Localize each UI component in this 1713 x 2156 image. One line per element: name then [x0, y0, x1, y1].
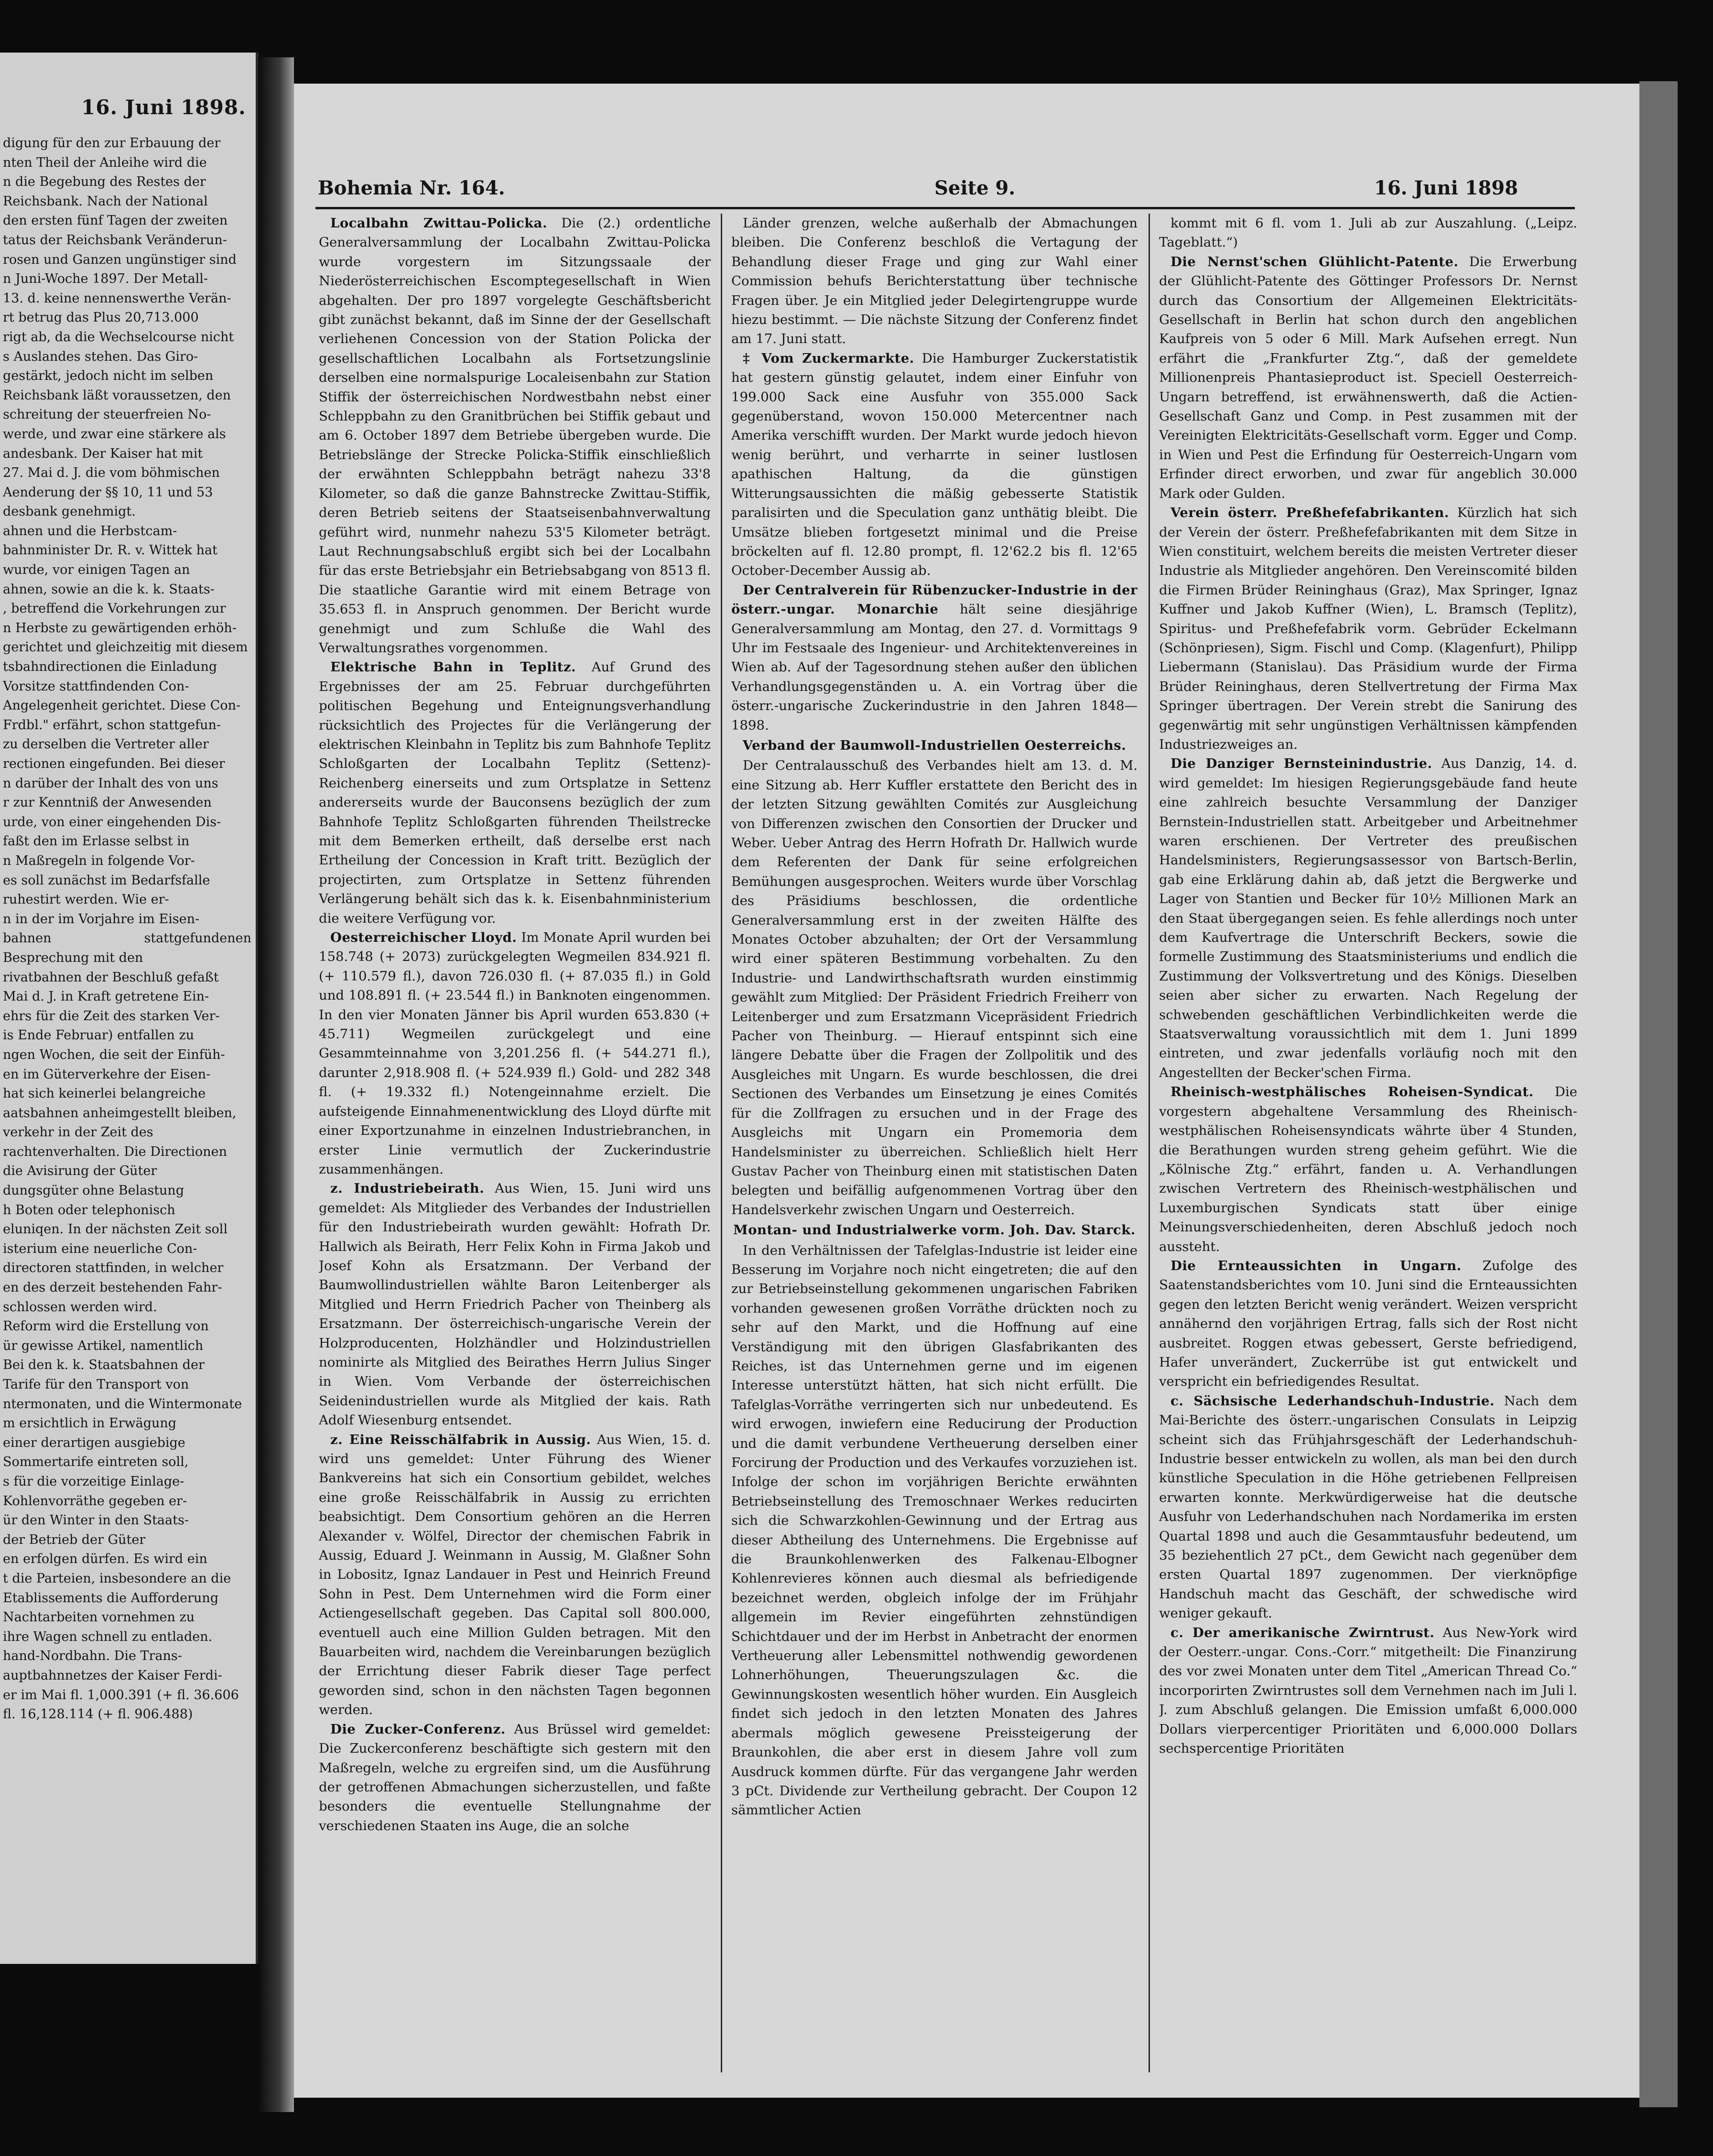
left-page-line: die Avisirung der Güter: [3, 1164, 157, 1179]
left-page-line: Tarife für den Transport von: [3, 1377, 189, 1392]
left-page-line: 27. Mai d. J. die vom böhmischen: [3, 465, 220, 481]
left-page-line: t die Parteien, insbesondere an die: [3, 1571, 231, 1586]
left-page-line: ehrs für die Zeit des starken Ver-: [3, 1008, 220, 1024]
article-body: Aus New-York wird der Oesterr.-ungar. Cons.-Corr.“ mitgetheilt: Die Finanzirung des vor zwei Monaten unter dem Titel „American Thread Co.“ incorporirten Zwirntrustes soll dem Vernehmen nach im Juli l. J. zum Abschluß gelangen. Die Emission umfaßt 6,000.000 Dollars vierpercentiger Prioritäten und 6,000.000 Dollars sechspercentige Prioritäten: [1159, 1625, 1577, 1757]
left-page-line: desbank genehmigt.: [3, 504, 136, 519]
left-page-line: is Ende Februar) entfallen zu: [3, 1028, 195, 1043]
left-page-line: rt betrug das Plus 20,713.000: [3, 310, 199, 325]
left-page-line: n Maßregeln in folgende Vor-: [3, 853, 195, 868]
left-page-line: en des derzeit bestehenden Fahr-: [3, 1280, 222, 1295]
left-page-date: 16. Juni 1898.: [81, 96, 246, 119]
facing-left-page: [0, 53, 259, 1964]
left-page-line: ahnen, sowie an die k. k. Staats-: [3, 582, 215, 597]
left-page-line: h Boten oder telephonisch: [3, 1202, 175, 1218]
article: [1159, 1623, 1577, 1758]
left-page-line: rachtenverhalten. Die Directionen: [3, 1144, 228, 1159]
article: [1159, 754, 1577, 1082]
header-issue: Bohemia Nr. 164.: [318, 177, 505, 199]
article-body: Aus Brüssel wird gemeldet: Die Zuckerconferenz beschäftigte sich gestern mit den Maßregeln, welche zu ergreifen sind, um die Ausführung der getroffenen Abmachungen sicherzustellen, und faßte besonders die eventuelle Stellungnahme der verschiedenen Staaten ins Auge, die an solche: [319, 1721, 711, 1833]
left-page-line: n Juni-Woche 1897. Der Metall-: [3, 271, 208, 287]
header-page-number: Seite 9.: [934, 177, 1016, 199]
article: [731, 756, 1138, 1219]
article: [319, 1179, 711, 1430]
left-page-line: zu derselben die Vertreter aller: [3, 737, 209, 752]
article-body: Die Erwerbung der Glühlicht-Patente des Göttinger Professors Dr. Nernst durch das Consortium der Allgemeinen Elektricitäts-Gesellschaft in Berlin hat schon durch den angeblichen Kaufpreis von 5 oder 6 Mill. Mark Aufsehen erregt. Nun erfährt die „Frankfurter Ztg.“, daß der gemeldete Millionenpreis Phantasieproduct ist. Speciell Oesterreich-Ungarn betreffend, ist erwähnenswerth, daß die Actien-Gesellschaft Ganz und Comp. in Pest zusammen mit der Vereinigten Elektricitäts-Gesellschaft vorm. Egger und Comp. in Wien und Pest die Erfindung für Oesterreich-Ungarn vom Erfinder direct erworben, und zwar für angeblich 30.000 Mark oder Gulden.: [1159, 254, 1577, 501]
left-page-line: fl. 16,128.114 (+ fl. 906.488): [3, 1707, 193, 1722]
left-page-line: ngen Wochen, die seit der Einfüh-: [3, 1047, 225, 1062]
article: [1159, 252, 1577, 503]
header-date: 16. Juni 1898: [1374, 177, 1518, 199]
left-page-line: werde, und zwar eine stärkere als: [3, 426, 226, 442]
left-page-line: ntermonaten, und die Wintermonate: [3, 1396, 242, 1412]
left-page-line: faßt den im Erlasse selbst in: [3, 834, 190, 849]
left-page-line: Nachtarbeiten vornehmen zu: [3, 1610, 195, 1625]
article-body: In den Verhältnissen der Tafelglas-Industrie ist leider eine Besserung im Vorjahre noch nicht eingetreten; die auf den zur Betriebseinstellung gekommenen ungarischen Fabriken vorhanden gewesenen großen Vorräthe drückten noch zu sehr auf den Markt, und die Hoffnung auf eine Verständigung mit den übrigen Glasfabrikanten des Reiches, ist das Unternehmen gerne und im eigenen Interesse unterstützt hätten, hat sich nicht erfüllt. Die Tafelglas-Vorräthe verringerten sich nur unbedeutend. Es wird erwogen, inwiefern eine Reducirung der Production und die damit verbundene Vertheuerung derselben einer Forcirung der Production und des Verkaufes vorzuziehen ist. Infolge der schon im vorjährigen Berichte erwähnten Betriebseinstellung des Tremoschnaer Werkes reducirten sich die Schwarzkohlen-Gewinnung und der Ertrag aus dieser Abtheilung des Unternehmens. Die Ergebnisse auf die Braunkohlenwerken des Falkenau-Elbogner Kohlenrevieres können auch diesmal als befriedigende bezeichnet werden, obgleich infolge der im Frühjahr allgemein im Revier eingeführten zehnstündigen Schichtdauer und der im Herbst in Anbetracht der enormen Vertheuerung aller Lebensmittel nothwendig gewordenen Lohnerhöhungen, Theuerungszulagen &c. die Gewinnungskosten wesentlich höher wurden. Ein Ausgleich findet sich jedoch in den letzten Monaten des Jahres abermals möglich gewesene Preissteigerung der Braunkohlen, die aber erst in diesem Jahre voll zum Ausdruck kommen dürfte. Für das vergangene Jahr werden 3 pCt. Dividende zur Vertheilung gebracht. Der Coupon 12 sämmtlicher Actien: [731, 1242, 1138, 1818]
header-rule: [315, 207, 1575, 209]
left-page-line: rosen und Ganzen ungünstiger sind: [3, 252, 237, 267]
left-page-line: ihre Wagen schnell zu entladen.: [3, 1629, 213, 1644]
article-body: Kürzlich hat sich der Verein der österr. Preßhefefabrikanten mit dem Sitze in Wien constituirt, welchem bereits die meisten Vertreter dieser Industrie als Mitglieder angehören. Den Vereinscomité bilden die Firmen Brüder Reininghaus (Graz), Max Springer, Ignaz Kuffner und Jakob Kuffner (Wien), L. Bramsch (Teplitz), Spiritus- und Preßhefefabrik vorm. Gebrüder Eckelmann (Schönpriesen), Sigm. Fischl und Comp. (Klagenfurt), Philipp Liebermann (Stanislau). Das Präsidium wurde der Firma Brüder Reininghaus, deren Stellvertretung der Firma Max Springer übertragen. Der Verein strebt die Sanirung des gegenwärtig mit sehr ungünstigen Verhältnissen kämpfenden Industriezweiges an.: [1159, 505, 1577, 752]
article: [319, 658, 711, 928]
column-rule-2: [1149, 214, 1150, 2072]
page-header: [318, 177, 1572, 203]
left-page-line: dungsgüter ohne Belastung: [3, 1183, 184, 1198]
article: [319, 214, 711, 658]
article: [1159, 1082, 1577, 1256]
article: [731, 349, 1138, 581]
left-page-line: nten Theil der Anleihe wird die: [3, 155, 207, 170]
article-body: Die vorgestern abgehaltene Versammlung des Rheinisch-westphälischen Roheisensyndicats währte über 4 Stunden, die Berathungen wurden streng geheim geführt. Wie die „Kölnische Ztg.“ erfährt, fanden u. A. Verhandlungen zwischen Vertretern des Rheinisch-westphälischen und Luxemburgischen Syndicats statt über einige Meinungsverschiedenheiten, deren Abschluß jedoch noch aussteht.: [1159, 1084, 1577, 1254]
left-page-line: directoren stattfinden, in welcher: [3, 1261, 224, 1276]
left-page-line: der Betrieb der Güter: [3, 1532, 146, 1547]
left-page-line: bahnminister Dr. R. v. Wittek hat: [3, 543, 217, 558]
article: [731, 1241, 1138, 1820]
left-page-line: Reichsbank. Nach der National: [3, 194, 208, 209]
article-body: Im Monate April wurden bei 158.748 (+ 2073) zurückgelegten Wegmeilen 834.921 fl. (+ 110.579 fl.), davon 726.030 fl. (+ 87.035 fl.) in Gold und 108.891 fl. (+ 23.544 fl.) in Banknoten eingenommen. In den vier Monaten Jänner bis April wurden 653.830 (+ 45.711) Wegmeilen zurückgelegt und eine Gesammteinnahme von 3,201.256 fl. (+ 544.271 fl.), darunter 2,918.908 fl. (+ 524.939 fl.) Gold- und 282 348 fl. (+ 19.332 fl.) Notengeinnahme erzielt. Die aufsteigende Einnahmenentwicklung des Lloyd dürfte mit einer Exportzunahme in einzelnen Industriebranchen, in erster Linie vermutlich der Zuckerindustrie zusammenhängen.: [319, 930, 711, 1177]
left-page-line: schreitung der steuerfreien No-: [3, 407, 211, 422]
left-page-line: Sommertarife eintreten soll,: [3, 1455, 189, 1470]
article: [1159, 1256, 1577, 1391]
left-page-line: schlossen werden wird.: [3, 1299, 157, 1315]
left-page-line: Kohlenvorräthe gegeben er-: [3, 1493, 187, 1509]
left-page-line: en erfolgen dürfen. Es wird ein: [3, 1552, 207, 1567]
article: [319, 1720, 711, 1835]
left-page-line: hat sich keinerlei belangreiche: [3, 1086, 206, 1101]
left-page-line: , betreffend die Vorkehrungen zur: [3, 601, 226, 616]
left-page-line: Vorsitze stattfindenden Con-: [3, 679, 189, 694]
article-title: Verein österr. Preßhefefabrikanten.: [1171, 505, 1449, 521]
left-page-line: Angelegenheit gerichtet. Diese Con-: [3, 698, 241, 713]
article-title: Die Ernteaussichten in Ungarn.: [1171, 1258, 1462, 1273]
left-page-line: r zur Kenntniß der Anwesenden: [3, 795, 212, 810]
article-title: Die Nernst'schen Glühlicht-Patente.: [1171, 254, 1459, 270]
article: [1159, 503, 1577, 754]
left-page-line: den ersten fünf Tagen der zweiten: [3, 213, 228, 228]
left-page-line: rivatbahnen der Beschluß gefaßt: [3, 970, 219, 985]
left-page-line: ahnen und die Herbstcam-: [3, 523, 177, 539]
left-page-text-column: [3, 134, 251, 1725]
article-body: Aus Wien, 15. d. wird uns gemeldet: Unter Führung des Wiener Bankvereins hat sich ein Consortium gebildet, welches eine große Reisschälfabrik in Aussig zu errichten beabsichtigt. Dem Consortium gehören an die Herren Alexander v. Wölfel, Director der chemischen Fabrik in Aussig, Eduard J. Weinmann in Aussig, M. Glaßner Sohn in Lobositz, Ignaz Landauer in Pest und Heinrich Freund Sohn in Pest. Dem Unternehmen wird die Form einer Actiengesellschaft gegeben. Das Capital soll 800.000, eventuell auch eine Million Gulden betragen. Mit den Bauarbeiten wird, nachdem die Vereinbarungen bezüglich der Errichtung dieser Fabrik dieser Tage perfect geworden sind, schon in den nächsten Tagen begonnen werden.: [319, 1432, 711, 1718]
left-page-line: en im Güterverkehre der Eisen-: [3, 1067, 211, 1082]
article-body: Auf Grund des Ergebnisses der am 25. Februar durchgeführten politischen Begehung und Enteignungsverhandlung rücksichtlich des Projectes für die Verlängerung der elektrischen Kleinbahn in Teplitz bis zum Bahnhofe Teplitz Schloßgarten der Localbahn Teplitz (Settenz)-Reichenberg einerseits und zum Ortsplatze in Settenz andererseits wurde der Bauconsens bezüglich der zum Bahnhofe Teplitz Schloßgarten führenden Theilstrecke mit dem Bemerken ertheilt, daß derselbe erst nach Ertheilung der Concession in Kraft tritt. Bezüglich der projectirten, zum Ortsplatze in Settenz führenden Verlängerung behält sich das k. k. Eisenbahnministerium die weitere Verfügung vor.: [319, 659, 711, 926]
left-page-line: andesbank. Der Kaiser hat mit: [3, 446, 203, 461]
article-body: Nach dem Mai-Berichte des österr.-ungarischen Consulats in Leipzig scheint sich das Frühjahrsgeschäft der Lederhandschuh-Industrie besser entwickeln zu wollen, als man bei den durch künstliche Speculation in die Höhe getriebenen Fellpreisen erwarten konnte. Merkwürdigerweise hat die deutsche Ausfuhr von Lederhandschuhen nach Nordamerika im ersten Quartal 1898 und auch die Gesammtausfuhr bedeutend, um 35 beziehentlich 27 pCt., dem Gewicht nach gegenüber dem ersten Quartal 1897 zugenommen. Der vierknöpfige Handschuh macht das Geschäft, der schwedische wird weniger gekauft.: [1159, 1393, 1577, 1621]
left-page-line: n in der im Vorjahre im Eisen-: [3, 911, 200, 927]
left-page-line: hand-Nordbahn. Die Trans-: [3, 1649, 182, 1664]
article-title: Elektrische Bahn in Teplitz.: [330, 659, 576, 675]
article-title: c. Sächsische Lederhandschuh-Industrie.: [1171, 1393, 1495, 1409]
left-page-line: isterium eine neuerliche Con-: [3, 1241, 197, 1256]
article: [1159, 1391, 1577, 1623]
article-title: ‡ Vom Zuckermarkte.: [743, 350, 914, 366]
article: [731, 214, 1138, 349]
column-1: [319, 214, 711, 2077]
column-2: [731, 214, 1138, 2077]
left-page-line: gestärkt, jedoch nicht im selben: [3, 368, 214, 384]
left-page-line: Aenderung der §§ 10, 11 und 53: [3, 485, 213, 500]
column-3: [1159, 214, 1577, 2077]
article: [1159, 214, 1577, 252]
newspaper-page: [294, 84, 1649, 2098]
left-page-line: Bei den k. k. Staatsbahnen der: [3, 1358, 205, 1373]
article-title: Localbahn Zwittau-Policka.: [330, 216, 548, 231]
left-page-line: Etablissements die Aufforderung: [3, 1590, 219, 1606]
page-edge: [1639, 81, 1678, 2107]
left-page-line: wurde, vor einigen Tagen an: [3, 562, 190, 578]
article-body: Zufolge des Saatenstandsberichtes vom 10. Juni sind die Ernteaussichten gegen den letzten Bericht wenig verändert. Weizen verspricht annähernd den vorjährigen Ertrag, falls sich der Rost nicht ausbreitet. Roggen etwas gebessert, Gerste befriedigend, Hafer unverändert, Zuckerrübe ist gut entwickelt und verspricht ein befriedigendes Resultat.: [1159, 1258, 1577, 1390]
left-page-line: verkehr in der Zeit des: [3, 1125, 153, 1140]
left-page-line: rigt ab, da die Wechselcourse nicht: [3, 329, 234, 345]
left-page-line: tatus der Reichsbank Veränderun-: [3, 232, 227, 248]
article-title: Die Zucker-Conferenz.: [330, 1721, 506, 1737]
article-title: Der Centralverein für Rübenzucker-Industrie in der österr.-ungar. Monarchie: [731, 582, 1138, 617]
article-body: hält seine diesjährige Generalversammlung am Montag, den 27. d. Vormittags 9 Uhr im Festsaale des Ingenieur- und Architektenvereines in Wien ab. Auf der Tagesordnung stehen außer den üblichen Verhandlungsgegenständen u. A. ein Vortrag über die österr.-ungarische Zuckerindustrie in den Jahren 1848—1898.: [731, 602, 1138, 733]
left-page-line: ür gewisse Artikel, namentlich: [3, 1338, 204, 1353]
left-page-line: s für die vorzeitige Einlage-: [3, 1474, 184, 1489]
left-page-line: Reichsbank läßt voraussetzen, den: [3, 388, 231, 403]
left-page-line: eluniqen. In der nächsten Zeit soll: [3, 1222, 228, 1237]
left-page-line: digung für den zur Erbauung der: [3, 136, 221, 151]
left-page-line: 13. d. keine nennenswerthe Verän-: [3, 291, 231, 306]
article: [319, 928, 711, 1179]
column-rule-1: [721, 214, 722, 2072]
left-page-line: es soll zunächst im Bedarfsfalle: [3, 873, 210, 888]
left-page-line: auptbahnnetzes der Kaiser Ferdi-: [3, 1668, 222, 1683]
left-page-line: gerichtet und gleichzeitig mit diesem: [3, 640, 248, 655]
article-heading: Montan- und Industrialwerke vorm. Joh. Dav. Starck.: [733, 1222, 1136, 1238]
article-body: kommt mit 6 fl. vom 1. Juli ab zur Auszahlung. („Leipz. Tageblatt.“): [1159, 216, 1577, 250]
left-page-line: ruhestirt werden. Wie er-: [3, 892, 169, 907]
article-body: Aus Danzig, 14. d. wird gemeldet: Im hiesigen Regierungsgebäude fand heute eine zahlreich besuchte Versammlung der Danziger Bernstein-Industriellen statt. Arbeitgeber und Arbeitnehmer waren erschienen. Der Vertreter des preußischen Handelsministers, Regierungsassessor von Bartsch-Berlin, gab eine Erklärung dahin ab, daß jetzt die Bergwerke und Lager von Stantien und Becker für 10½ Millionen Mark an den Staat übergegangen seien. Es fehle allerdings noch unter dem Kaufvertrage die Unterschrift Beckers, sowie die formelle Zustimmung des Staatsministeriums und endlich die Zustimmung der Volksvertretung und des Königs. Dieselben seien aber sicher zu erwarten. Nach Regelung der schwebenden geschäftlichen Verbindlichkeiten werde die Staatsverwaltung voraussichtlich mit dem 1. Juni 1899 eintreten, und zwar jedenfalls vorläufig noch mit den Angestellten der Becker'schen Firma.: [1159, 756, 1577, 1080]
left-page-line: n darüber der Inhalt des von uns: [3, 776, 218, 791]
left-page-line: s Auslandes stehen. Das Giro-: [3, 349, 198, 364]
left-page-line: rectionen eingefunden. Bei dieser: [3, 756, 225, 771]
left-page-line: aatsbahnen anheimgestellt bleiben,: [3, 1105, 237, 1121]
left-page-line: urde, von einer eingehenden Dis-: [3, 814, 221, 830]
article-body: Der Centralausschuß des Verbandes hielt am 13. d. M. eine Sitzung ab. Herr Kuffler erstattete den Bericht des in der letzten Sitzung gewählten Comités zur Ausgleichung von Differenzen zwischen den Consortien der Drucker und Weber. Ueber Antrag des Herrn Hofrath Dr. Hallwich wurde dem Referenten der Dank für seine erfolgreichen Bemühungen ausgesprochen. Weiters wurde über Vorschlag des Präsidiums beschlossen, die ordentliche Generalversammlung erst in der zweiten Hälfte des Monates October abzuhalten; der Ort der Versammlung wird einer späteren Bestimmung vorbehalten. Zu den Industrie- und Landwirthschaftsrath wurden einstimmig gewählt zum Mitglied: Der Präsident Friedrich Freiherr von Leitenberger und zum Ersatzmann Vicepräsident Friedrich Pacher von Theinburg. — Hierauf entspinnt sich eine längere Debatte über die Fragen der Zollpolitik und des Ausgleiches mit Ungarn. Es wurde beschlossen, die drei Sectionen des Verbandes um Einsetzung je eines Comités für die Zollfragen zu ersuchen und in der Frage des Ausgleichs mit Ungarn ein Promemoria dem Handelsminister zu überreichen. Schließlich hielt Herr Gustav Pacher von Theinburg einen mit statistischen Daten belegten und beifällig aufgenommenen Vortrag über den Handelsverkehr zwischen Ungarn und Oesterreich.: [731, 758, 1138, 1218]
article-title: z. Eine Reisschälfabrik in Aussig.: [330, 1432, 591, 1447]
left-page-line: Reform wird die Erstellung von: [3, 1319, 209, 1334]
article-body: Die (2.) ordentliche Generalversammlung der Localbahn Zwittau-Policka wurde vorgestern im Sitzungssaale der Niederösterreichischen Escomptegesellschaft in Wien abgehalten. Der pro 1897 vorgelegte Geschäftsbericht gibt zunächst bekannt, daß im Sinne der der Gesellschaft verliehenen Concession von der Station Policka der gesellschaftlichen Localbahn als Fortsetzungslinie derselben eine normalspurige Localeisenbahn zur Station Stiffik der österreichischen Nordwestbahn nebst einer Schleppbahn zu den Granitbrüchen bei Stiffik gebaut und am 6. October 1897 dem Betriebe übergeben wurde. Die Betriebslänge der Strecke Policka-Stiffik einschließlich der erwähnten Schleppbahn beträgt nahezu 33'8 Kilometer, so daß die ganze Bahnstrecke Zwittau-Stiffik, deren Betrieb seitens der Staatseisenbahnverwaltung geführt wird, nunmehr nahezu 53'5 Kilometer beträgt. Laut Rechnungsabschluß ergibt sich bei der Localbahn für das erste Betriebsjahr ein Betriebsabgang von 8513 fl. Die staatliche Garantie wird mit einem Betrage von 35.653 fl. in Anspruch genommen. Der Bericht wurde genehmigt und zum Schluße die Wahl des Verwaltungsrathes vorgenommen.: [319, 216, 711, 656]
left-page-line: bahnen stattgefundenen Besprechung mit den: [3, 931, 251, 965]
book-spine-shadow: [258, 57, 294, 2112]
article: [731, 581, 1138, 735]
left-page-line: m ersichtlich in Erwägung: [3, 1416, 177, 1431]
article-title: Oesterreichischer Lloyd.: [330, 930, 517, 946]
article-title: c. Der amerikanische Zwirntrust.: [1171, 1625, 1435, 1640]
article-body: Aus Wien, 15. Juni wird uns gemeldet: Als Mitglieder des Verbandes der Industriellen für den Industriebeirath wurden gewählt: Hofrath Dr. Hallwich als Beirath, Herr Felix Kohn in Firma Jakob und Josef Kohn als Ersatzmann. Der Verband der Baumwollindustriellen wählte Baron Leitenberger als Mitglied und Herrn Friedrich Pacher von Theinberg als Ersatzmann. Der österreichisch-ungarische Verein der Holzproducenten, Holzhändler und Holzindustriellen nominirte als Mitglied des Beirathes Herrn Julius Singer in Wien. Vom Verbande der österreichischen Seidenindustriellen wurde als Mitglied der kais. Rath Adolf Wiesenburg entsendet.: [319, 1181, 711, 1428]
article-title: Die Danziger Bernsteinindustrie.: [1171, 756, 1432, 772]
article: [319, 1430, 711, 1720]
article-title: Rheinisch-westphälisches Roheisen-Syndicat.: [1171, 1084, 1534, 1100]
left-page-line: er im Mai fl. 1,000.391 (+ fl. 36.606: [3, 1687, 239, 1703]
article-body: Länder grenzen, welche außerhalb der Abmachungen bleiben. Die Conferenz beschloß die Vertagung der Behandlung dieser Frage und ging zur Wahl einer Commission behufs Berichterstattung über technische Fragen über. Je ein Mitglied jeder Delegirtengruppe wurde hiezu bestimmt. — Die nächste Sitzung der Conferenz findet am 17. Juni statt.: [731, 216, 1138, 347]
article-body: Die Hamburger Zuckerstatistik hat gestern günstig gelautet, indem einer Einfuhr von 199.000 Sack eine Ausfuhr von 355.000 Sack gegenüberstand, wovon 150.000 Metercentner nach Amerika verschifft wurden. Der Markt wurde jedoch hievon wenig berührt, und verharrte in seiner lustlosen apathischen Haltung, da die günstigen Witterungsaussichten die mäßig gebesserte Statistik paralisirten und die Speculation ganz unthätig bleibt. Die Umsätze blieben fortgesetzt minimal und die Preise bröckelten auf fl. 12.80 prompt, fl. 12'62.2 bis fl. 12'65 October-December Aussig ab.: [731, 350, 1138, 579]
left-page-line: Frdbl." erfährt, schon stattgefun-: [3, 717, 221, 733]
article-title: z. Industriebeirath.: [330, 1181, 485, 1197]
left-page-line: Mai d. J. in Kraft getretene Ein-: [3, 989, 209, 1004]
left-page-line: n Herbste zu gewärtigenden erhöh-: [3, 620, 237, 636]
left-page-line: n die Begebung des Restes der: [3, 174, 206, 190]
article-heading: Verband der Baumwoll-Industriellen Oesterreichs.: [742, 737, 1127, 753]
left-page-line: einer derartigen ausgiebige: [3, 1435, 185, 1450]
left-page-line: ür den Winter in den Staats-: [3, 1513, 189, 1528]
left-page-line: tsbahndirectionen die Einladung: [3, 659, 217, 675]
